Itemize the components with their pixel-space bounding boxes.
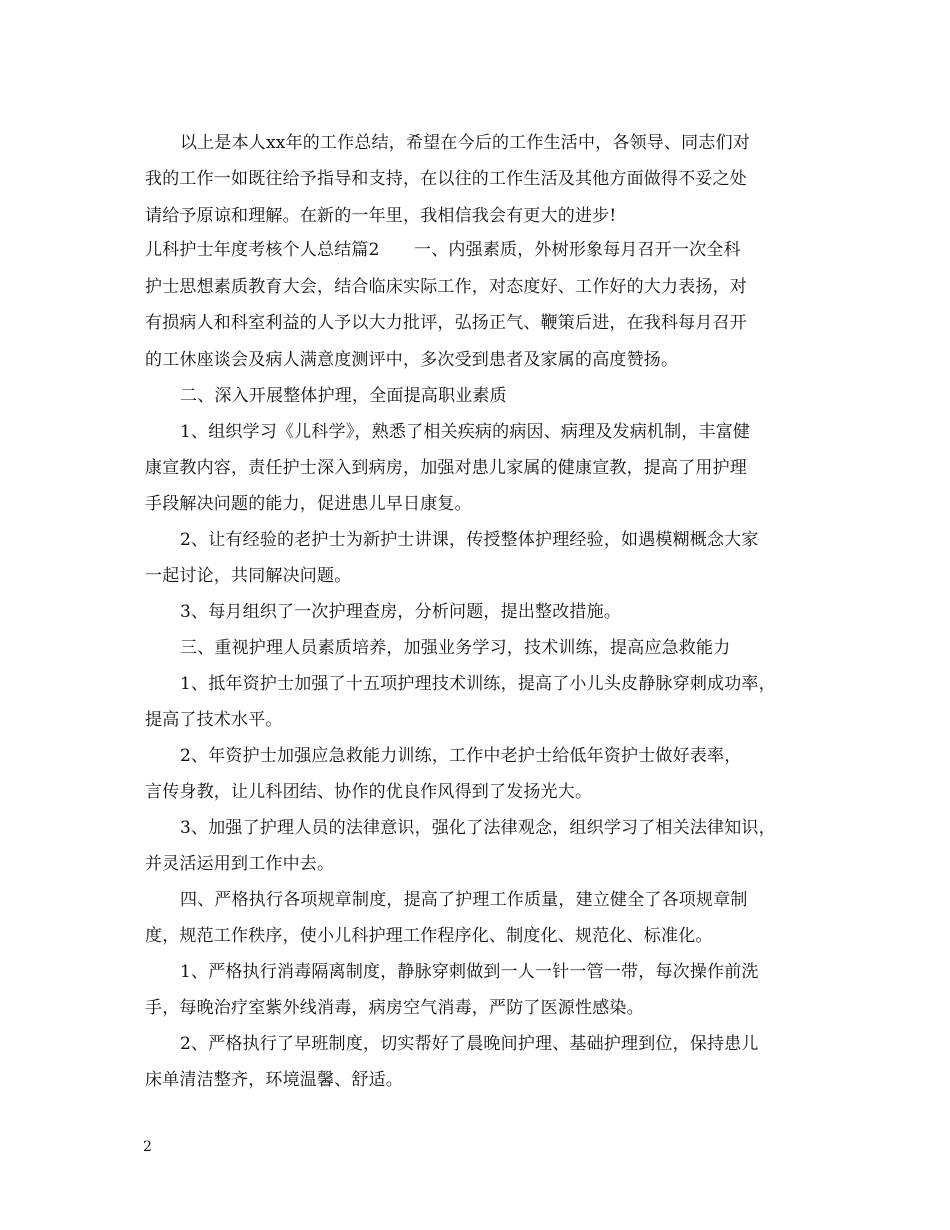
text-line: 提高了技术水平。 [145,710,283,730]
text-line: 以上是本人xx年的工作总结，希望在今后的工作生活中，各领导、同志们对 [180,133,750,153]
text-line: 1、组织学习《儿科学》，熟悉了相关疾病的病因、病理及发病机制，丰富健 [180,422,751,442]
text-line: 手，每晚治疗室紫外线消毒，病房空气消毒，严防了医源性感染。 [145,998,644,1018]
page-number: 2 [143,1139,152,1155]
text-line: 一起讨论，共同解决问题。 [145,566,352,586]
text-line: 手段解决问题的能力，促进患儿早日康复。 [145,494,472,514]
text-line: 1、抵年资护士加强了十五项护理技术训练，提高了小儿头皮静脉穿刺成功率， [180,674,776,694]
section-heading: 四、严格执行各项规章制度，提高了护理工作质量，建立健全了各项规章制 [180,890,748,910]
text-line: 1、严格执行消毒隔离制度，静脉穿刺做到一人一针一管一带，每次操作前洗 [180,962,759,982]
section-heading-line: 儿科护士年度考核个人总结篇2 一、内强素质，外树形象每月召开一次全科 [145,240,741,260]
text-line: 有损病人和科室利益的人予以大力批评，弘扬正气、鞭策后进，在我科每月召开 [145,313,747,333]
text-line: 请给予原谅和理解。在新的一年里，我相信我会有更大的进步! [145,206,617,226]
text-line: 度，规范工作秩序，使小儿科护理工作程序化、制度化、规范化、标准化。 [145,926,713,946]
text-line: 并灵活运用到工作中去。 [145,854,335,874]
text-line: 2、让有经验的老护士为新护士讲课，传授整体护理经验，如遇模糊概念大家 [180,530,759,550]
section-heading: 三、重视护理人员素质培养，加强业务学习，技术训练，提高应急救能力 [180,638,731,658]
text-line: 2、严格执行了早班制度，切实帮好了晨晚间护理、基础护理到位，保持患儿 [180,1034,759,1054]
text-line: 床单清洁整齐，环境温馨、舒适。 [145,1070,403,1090]
text-line: 康宣教内容，责任护士深入到病房，加强对患儿家属的健康宣教，提高了用护理 [145,458,747,478]
text-line: 2、年资护士加强应急救能力训练，工作中老护士给低年资护士做好表率， [180,746,742,766]
section-heading: 二、深入开展整体护理，全面提高职业素质 [180,386,507,406]
text-line: 的工休座谈会及病人满意度测评中，多次受到患者及家属的高度赞扬。 [145,350,679,370]
text-line: 护士思想素质教育大会，结合临床实际工作，对态度好、工作好的大力表扬，对 [145,277,747,297]
text-line: 我的工作一如既往给予指导和支持，在以往的工作生活及其他方面做得不妥之处 [145,169,747,189]
text-line: 3、加强了护理人员的法律意识，强化了法律观念，组织学习了相关法律知识， [180,818,776,838]
text-line: 言传身教，让儿科团结、协作的优良作风得到了发扬光大。 [145,782,593,802]
text-line: 3、每月组织了一次护理查房，分析问题，提出整改措施。 [180,602,622,622]
